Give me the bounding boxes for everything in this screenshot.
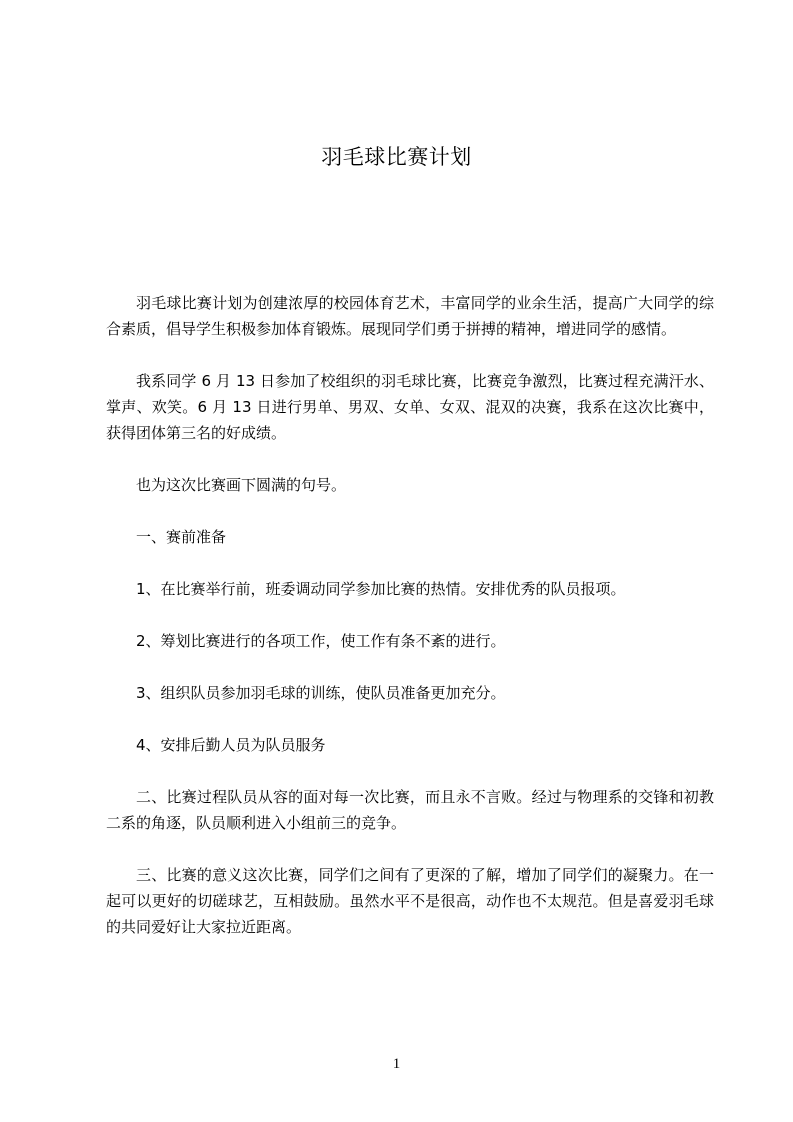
paragraph-closing-line: 也为这次比赛画下圆满的句号。 bbox=[136, 476, 347, 494]
list-item-1: 1、在比赛举行前，班委调动同学参加比赛的热情。安排优秀的队员报项。 bbox=[136, 580, 626, 598]
paragraph-event-summary: 我系同学 6 月 13 日参加了校组织的羽毛球比赛，比赛竞争激烈，比赛过程充满汗水、掌声、欢笑。6 月 13 日进行男单、男双、女单、女双、混双的决赛，我系在这次比赛中，获得团体第三名的好成绩。 bbox=[106, 372, 714, 442]
paragraph-competition-process: 二、比赛过程队员从容的面对每一次比赛，而且永不言败。经过与物理系的交锋和初教二系的角逐，队员顺利进入小组前三的竞争。 bbox=[106, 788, 714, 832]
section-heading-preparation: 一、赛前准备 bbox=[136, 528, 227, 546]
document-title: 羽毛球比赛计划 bbox=[321, 145, 472, 169]
list-item-3: 3、组织队员参加羽毛球的训练，使队员准备更加充分。 bbox=[136, 684, 506, 702]
paragraph-intro: 羽毛球比赛计划为创建浓厚的校园体育艺术，丰富同学的业余生活，提高广大同学的综合素质，倡导学生积极参加体育锻炼。展现同学们勇于拼搏的精神，增进同学的感情。 bbox=[106, 294, 714, 338]
list-item-4: 4、安排后勤人员为队员服务 bbox=[136, 736, 326, 754]
document-body bbox=[106, 290, 714, 966]
page-number: 1 bbox=[392, 1056, 401, 1072]
paragraph-significance: 三、比赛的意义这次比赛，同学们之间有了更深的了解，增加了同学们的凝聚力。在一起可以更好的切磋球艺，互相鼓励。虽然水平不是很高，动作也不太规范。但是喜爱羽毛球的共同爱好让大家拉近距离。 bbox=[106, 866, 714, 936]
list-item-2: 2、筹划比赛进行的各项工作，使工作有条不紊的进行。 bbox=[136, 632, 506, 650]
